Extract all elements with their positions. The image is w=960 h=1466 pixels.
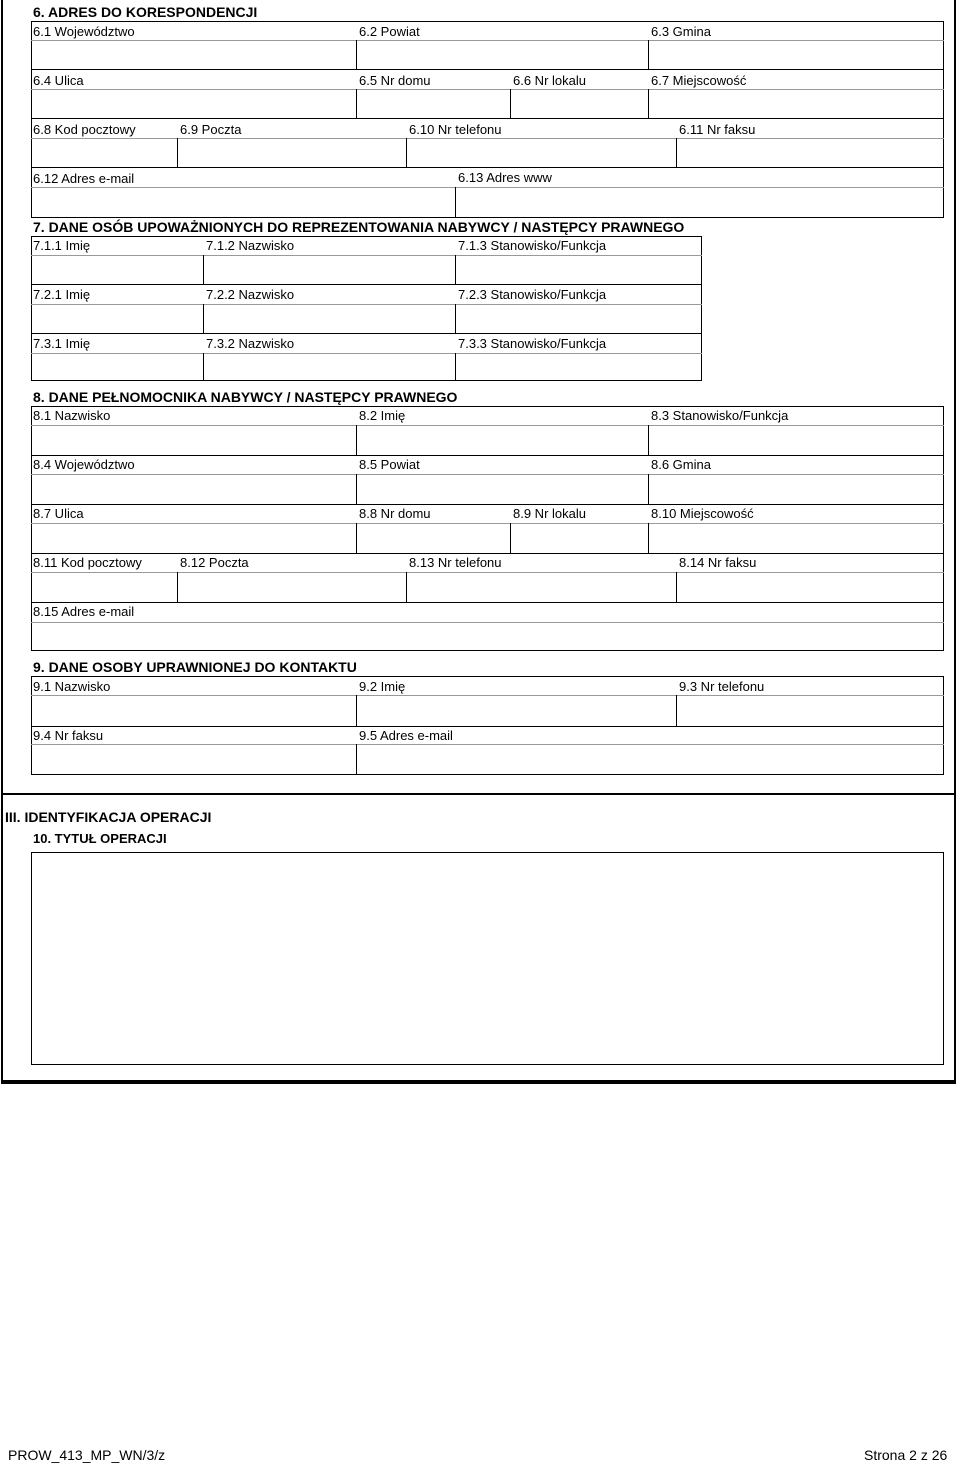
label-9-4: 9.4 Nr faksu [33, 728, 104, 743]
input-9-2[interactable] [357, 696, 675, 725]
label-7-3-3: 7.3.3 Stanowisko/Funkcja [458, 336, 607, 351]
input-6-11[interactable] [677, 139, 943, 166]
label-8-13: 8.13 Nr telefonu [409, 555, 502, 570]
input-8-1[interactable] [32, 426, 355, 454]
footer-form-code: PROW_413_MP_WN/3/z [8, 1447, 166, 1463]
section-3-title: III. IDENTYFIKACJA OPERACJI [5, 809, 212, 825]
label-7-3-2: 7.3.2 Nazwisko [206, 336, 295, 351]
input-7-1-1[interactable] [32, 256, 202, 283]
input-8-3[interactable] [649, 426, 943, 454]
input-7-3-1[interactable] [32, 354, 202, 379]
label-9-1: 9.1 Nazwisko [33, 679, 111, 694]
input-6-10[interactable] [407, 139, 675, 166]
label-9-3: 9.3 Nr telefonu [679, 679, 765, 694]
label-7-3-1: 7.3.1 Imię [33, 336, 91, 351]
label-6-1: 6.1 Województwo [33, 24, 135, 39]
input-8-14[interactable] [677, 573, 943, 601]
input-7-1-2[interactable] [204, 256, 454, 283]
input-6-4[interactable] [32, 90, 355, 117]
input-6-2[interactable] [357, 41, 647, 68]
section-7-title: 7. DANE OSÓB UPOWAŻNIONYCH DO REPREZENTOWANIA NABYWCY / NASTĘPCY PRAWNEGO [33, 219, 685, 235]
input-7-1-3[interactable] [456, 256, 700, 283]
input-8-4[interactable] [32, 475, 355, 503]
label-8-12: 8.12 Poczta [180, 555, 249, 570]
input-8-8[interactable] [357, 524, 509, 552]
input-6-7[interactable] [649, 90, 943, 117]
section-10-title: 10. TYTUŁ OPERACJI [33, 831, 167, 846]
input-8-2[interactable] [357, 426, 647, 454]
section-6-title: 6. ADRES DO KORESPONDENCJI [33, 4, 258, 20]
input-6-12[interactable] [32, 188, 454, 216]
label-6-6: 6.6 Nr lokalu [513, 73, 586, 88]
label-6-5: 6.5 Nr domu [359, 73, 431, 88]
label-6-9: 6.9 Poczta [180, 122, 242, 137]
label-8-14: 8.14 Nr faksu [679, 555, 757, 570]
label-8-4: 8.4 Województwo [33, 457, 135, 472]
input-7-2-2[interactable] [204, 305, 454, 332]
label-9-5: 9.5 Adres e-mail [359, 728, 453, 743]
label-7-1-1: 7.1.1 Imię [33, 238, 91, 253]
label-6-10: 6.10 Nr telefonu [409, 122, 502, 137]
input-6-3[interactable] [649, 41, 943, 68]
label-9-2: 9.2 Imię [359, 679, 406, 694]
input-8-5[interactable] [357, 475, 647, 503]
input-6-1[interactable] [32, 41, 355, 68]
label-8-2: 8.2 Imię [359, 408, 406, 423]
label-6-13: 6.13 Adres www [458, 170, 552, 185]
footer-page-number: Strona 2 z 26 [864, 1447, 948, 1463]
input-9-3[interactable] [677, 696, 943, 725]
label-8-8: 8.8 Nr domu [359, 506, 431, 521]
input-9-5[interactable] [357, 745, 943, 773]
label-6-11: 6.11 Nr faksu [679, 122, 756, 137]
input-9-4[interactable] [32, 745, 355, 773]
input-9-1[interactable] [32, 696, 355, 725]
label-7-1-3: 7.1.3 Stanowisko/Funkcja [458, 238, 607, 253]
label-8-6: 8.6 Gmina [651, 457, 711, 472]
label-7-1-2: 7.1.2 Nazwisko [206, 238, 295, 253]
input-8-12[interactable] [178, 573, 405, 601]
input-6-8[interactable] [32, 139, 176, 166]
label-8-9: 8.9 Nr lokalu [513, 506, 586, 521]
label-8-15: 8.15 Adres e-mail [33, 604, 135, 619]
input-8-13[interactable] [407, 573, 675, 601]
input-7-3-2[interactable] [204, 354, 454, 379]
section-9-title: 9. DANE OSOBY UPRAWNIONEJ DO KONTAKTU [33, 659, 357, 675]
label-6-2: 6.2 Powiat [359, 24, 420, 39]
label-6-3: 6.3 Gmina [651, 24, 711, 39]
input-8-15[interactable] [32, 623, 943, 649]
label-6-7: 6.7 Miejscowość [651, 73, 747, 88]
input-8-9[interactable] [511, 524, 647, 552]
label-7-2-2: 7.2.2 Nazwisko [206, 287, 295, 302]
input-6-6[interactable] [511, 90, 647, 117]
section-8-title: 8. DANE PEŁNOMOCNIKA NABYWCY / NASTĘPCY PRAWNEGO [33, 389, 458, 405]
label-6-4: 6.4 Ulica [33, 73, 84, 88]
label-6-8: 6.8 Kod pocztowy [33, 122, 136, 137]
input-7-3-3[interactable] [456, 354, 700, 379]
input-6-13[interactable] [456, 188, 943, 216]
input-7-2-3[interactable] [456, 305, 700, 332]
input-8-6[interactable] [649, 475, 943, 503]
label-8-11: 8.11 Kod pocztowy [33, 555, 142, 570]
label-8-1: 8.1 Nazwisko [33, 408, 111, 423]
label-8-10: 8.10 Miejscowość [651, 506, 754, 521]
input-8-7[interactable] [32, 524, 355, 552]
input-7-2-1[interactable] [32, 305, 202, 332]
label-8-7: 8.7 Ulica [33, 506, 84, 521]
input-8-10[interactable] [649, 524, 943, 552]
label-8-5: 8.5 Powiat [359, 457, 420, 472]
label-6-12: 6.12 Adres e-mail [33, 171, 135, 186]
label-7-2-1: 7.2.1 Imię [33, 287, 91, 302]
input-6-5[interactable] [357, 90, 509, 117]
input-6-9[interactable] [178, 139, 405, 166]
label-7-2-3: 7.2.3 Stanowisko/Funkcja [458, 287, 607, 302]
input-8-11[interactable] [32, 573, 176, 601]
label-8-3: 8.3 Stanowisko/Funkcja [651, 408, 789, 423]
input-10-title[interactable] [31, 852, 944, 1065]
